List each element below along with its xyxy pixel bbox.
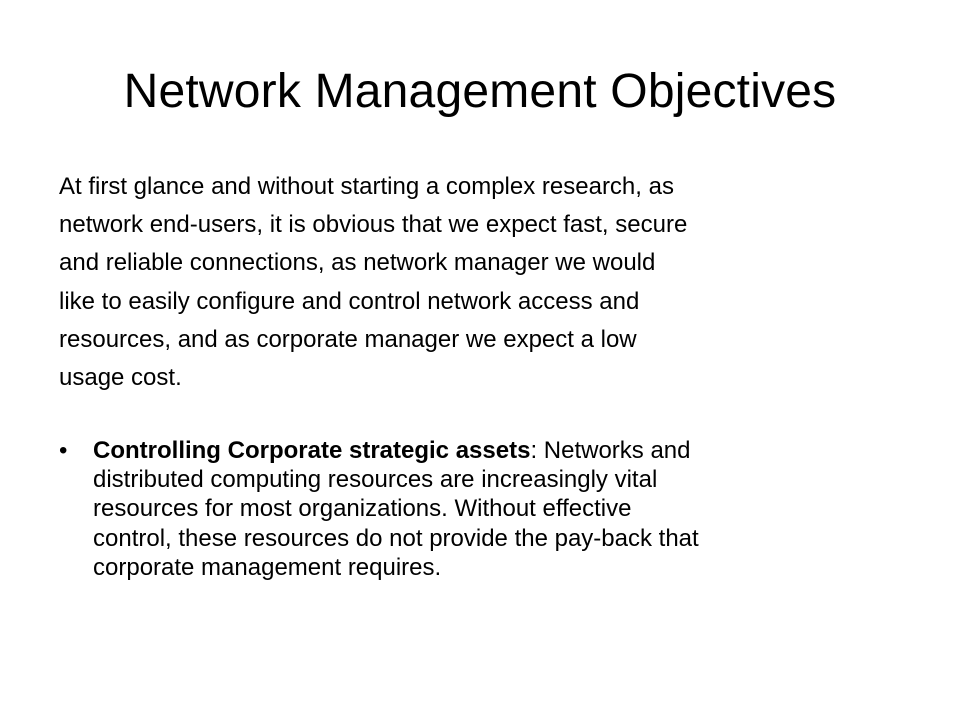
bullet-first-line [93, 436, 919, 465]
intro-paragraph [59, 168, 919, 397]
intro-line: network end-users, it is obvious that we expect fast, secure [59, 211, 688, 239]
slide-title: Network Management Objectives [123, 65, 837, 118]
bullet-continuation-line: resources for most organizations. Without effective [93, 495, 632, 523]
bullet-first-line-rest: : Networks and [530, 437, 691, 464]
bullet-continuation-line: control, these resources do not provide the pay-back that [93, 524, 699, 552]
bullet-continuation-line: corporate management requires. [93, 553, 442, 581]
intro-line: like to easily configure and control network access and [59, 287, 640, 315]
intro-line: usage cost. [59, 364, 182, 392]
bullet-list [59, 436, 919, 582]
bullet-continuation-line: distributed computing resources are increasingly vital [93, 466, 658, 494]
intro-line: and reliable connections, as network manager we would [59, 249, 656, 277]
intro-line: At first glance and without starting a complex research, as [59, 173, 674, 200]
bullet-bold-lead: Controlling Corporate strategic assets [93, 437, 531, 464]
intro-line: resources, and as corporate manager we expect a low [59, 325, 637, 353]
bullet-item [59, 436, 919, 582]
bullet-dot-icon: • [59, 437, 68, 464]
